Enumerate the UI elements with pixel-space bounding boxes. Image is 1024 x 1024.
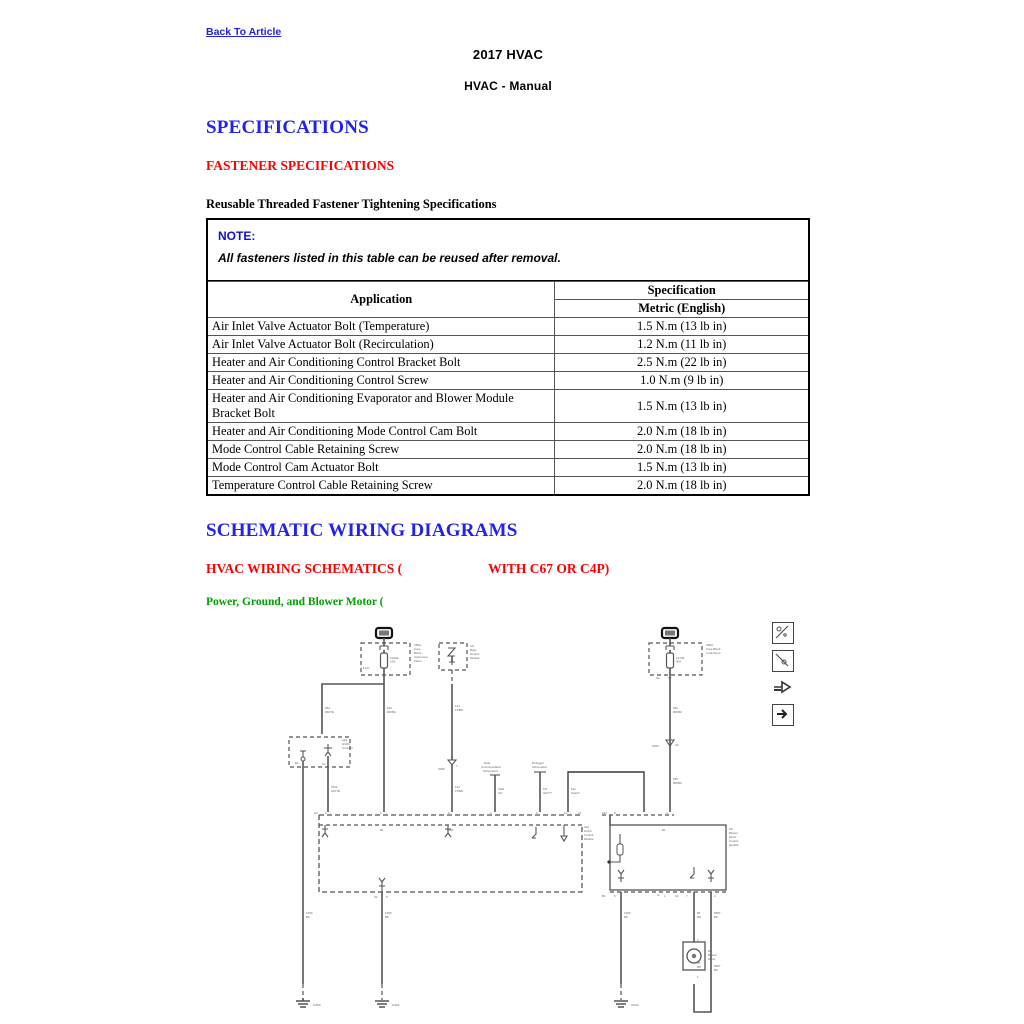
diagram-nav-buttons (772, 622, 798, 732)
svg-text:6: 6 (386, 895, 388, 899)
svg-text:Fuse Block -: Fuse Block - (706, 647, 723, 651)
cell-application: Mode Control Cable Retaining Screw (207, 441, 555, 459)
svg-text:1450: 1450 (624, 911, 631, 915)
svg-text:Underhood: Underhood (706, 651, 721, 655)
svg-text:1: 1 (380, 811, 382, 815)
table-header-row-1 (207, 282, 809, 300)
data-communication-schematics-ref (481, 761, 505, 812)
svg-text:S7: S7 (668, 676, 672, 680)
svg-text:2: 2 (697, 938, 699, 942)
svg-text:RD/BU: RD/BU (673, 781, 682, 785)
svg-text:S200: S200 (438, 767, 445, 771)
svg-text:Blower: Blower (729, 831, 738, 835)
svg-text:Control: Control (584, 833, 594, 837)
svg-text:Blower: Blower (708, 953, 717, 957)
svg-text:S2: S2 (656, 676, 660, 680)
svg-text:F3 UB: F3 UB (676, 656, 685, 660)
svg-text:7: 7 (686, 894, 688, 898)
cell-value: 1.5 N.m (13 lb in) (555, 459, 809, 477)
svg-text:1450: 1450 (306, 911, 313, 915)
svg-text:Module: Module (584, 837, 594, 841)
blower-motor-control-module (602, 811, 739, 898)
svg-text:4: 4 (666, 811, 668, 815)
table-row (207, 477, 809, 496)
svg-text:Schematics: Schematics (532, 765, 547, 769)
svg-text:G-: G- (657, 893, 661, 897)
wire-942-rdye (322, 684, 384, 734)
svg-text:F12Y: F12Y (363, 666, 370, 670)
svg-text:6: 6 (448, 811, 450, 815)
svg-text:1250: 1250 (385, 911, 392, 915)
svg-text:BK: BK (714, 915, 718, 919)
cell-value: 1.0 N.m (9 lb in) (555, 372, 809, 390)
svg-text:Fan: Fan (571, 787, 576, 791)
table-row (207, 354, 809, 372)
hvac-schematics-text-a: HVAC WIRING SCHEMATICS ( (206, 561, 403, 576)
hvac-controls-block (289, 737, 353, 984)
svg-text:540: 540 (673, 706, 678, 710)
svg-text:BK: BK (624, 915, 628, 919)
svg-text:10A: 10A (390, 659, 396, 664)
page-title: 2017 HVAC (472, 47, 544, 62)
svg-text:LT/BN: LT/BN (455, 708, 463, 712)
svg-text:HVAC: HVAC (584, 829, 592, 833)
svg-text:K8: K8 (729, 827, 733, 831)
svg-text:545: 545 (673, 777, 678, 781)
cell-application: Heater and Air Conditioning Control Screw (207, 372, 555, 390)
ground-g303 (296, 911, 321, 1007)
svg-text:Body: Body (470, 648, 477, 652)
svg-text:5: 5 (536, 811, 538, 815)
group-heading-power-ground-blower-motor: Power, Ground, and Blower Motor ( (206, 596, 384, 608)
page-subtitle: HVAC - Manual (464, 79, 552, 93)
svg-text:GN: GN (498, 791, 503, 795)
svg-text:Communication: Communication (481, 765, 502, 769)
header-metric-english: Metric (English) (555, 300, 809, 318)
note-label: NOTE: (218, 229, 256, 243)
svg-text:Defogger: Defogger (532, 761, 544, 765)
svg-text:1: 1 (664, 894, 666, 898)
svg-text:A22: A22 (584, 825, 590, 829)
fuse-block-underhood (649, 628, 722, 812)
svg-text:2: 2 (490, 811, 492, 815)
svg-text:K12: K12 (602, 811, 608, 815)
connector-pin-glyphs (322, 825, 567, 841)
svg-text:141: 141 (455, 704, 460, 708)
table-row (207, 459, 809, 477)
svg-text:KO: KO (543, 787, 548, 791)
svg-text:RD/BU: RD/BU (387, 710, 396, 714)
body-control-module (438, 643, 480, 812)
note-box (206, 218, 810, 281)
subsection-heading-hvac-wiring-schematics (206, 561, 810, 577)
svg-text:c4: c4 (578, 811, 582, 815)
cell-application: Heater and Air Conditioning Evaporator and Blower Module Bracket Bolt (207, 390, 555, 423)
svg-text:40A: 40A (676, 659, 682, 664)
svg-text:1: 1 (697, 975, 699, 979)
cell-value: 2.0 N.m (18 lb in) (555, 441, 809, 459)
svg-text:Instrument: Instrument (414, 655, 428, 659)
svg-text:H2: H2 (314, 811, 318, 815)
svg-text:2: 2 (714, 894, 716, 898)
cell-application: Heater and Air Conditioning Mode Control Cam Bolt (207, 423, 555, 441)
svg-text:RD: RD (697, 915, 702, 919)
svg-text:RD: RD (697, 965, 702, 969)
cell-value: 1.2 N.m (11 lb in) (555, 336, 809, 354)
svg-text:BK: BK (306, 915, 310, 919)
blower-motor-wires (621, 892, 721, 1012)
table-row (207, 318, 809, 336)
table-row (207, 390, 809, 423)
note-text: All fasteners listed in this table can be reused after removal. (218, 251, 561, 265)
svg-text:K2: K2 (675, 894, 679, 898)
svg-text:Data: Data (484, 761, 491, 765)
svg-text:G303: G303 (313, 1003, 321, 1007)
section-heading-specifications: SPECIFICATIONS (206, 117, 369, 138)
svg-text:LT/BN: LT/BN (455, 789, 463, 793)
svg-text:HVAC: HVAC (342, 742, 350, 746)
svg-text:141: 141 (455, 785, 460, 789)
svg-text:B1: B1 (380, 828, 384, 832)
svg-text:Valid: Valid (498, 787, 505, 791)
fastener-spec-table (206, 281, 810, 496)
cell-application: Heater and Air Conditioning Control Bracket Bolt (207, 354, 555, 372)
document-content (206, 22, 810, 609)
fan-switch-wire (568, 772, 644, 812)
hvac-control-module-connector (314, 811, 594, 984)
svg-text:5: 5 (614, 811, 616, 815)
table-row (207, 441, 809, 459)
pan-hand-icon[interactable] (772, 678, 792, 698)
svg-text:Module: Module (729, 843, 739, 847)
svg-text:K9: K9 (470, 644, 474, 648)
svg-text:X50A: X50A (414, 643, 422, 647)
zoom-out-icon[interactable] (772, 650, 794, 672)
next-arrow-icon[interactable] (772, 704, 794, 726)
table-caption: Reusable Threaded Fastener Tightening Specifications (206, 197, 497, 211)
wiring-diagram (262, 612, 822, 1024)
fuse-block-instrument-panel (361, 628, 428, 684)
svg-text:5687: 5687 (714, 964, 721, 968)
svg-text:1b: 1b (564, 811, 568, 815)
svg-text:Controls: Controls (342, 746, 353, 750)
ground-g204 (614, 984, 639, 1007)
table-row (207, 372, 809, 390)
wire-640-rdbu (384, 684, 396, 812)
cell-application: Air Inlet Valve Actuator Bolt (Recirculation) (207, 336, 555, 354)
svg-text:S4: S4 (675, 743, 679, 747)
svg-text:Fuse: Fuse (414, 647, 421, 651)
cell-value: 1.5 N.m (13 lb in) (555, 318, 809, 336)
svg-text:C1: C1 (322, 762, 326, 766)
svg-text:G204: G204 (631, 1003, 639, 1007)
svg-text:B1: B1 (662, 828, 666, 832)
svg-text:S250: S250 (652, 744, 659, 748)
cell-value: 2.0 N.m (18 lb in) (555, 477, 809, 496)
svg-text:s280: s280 (447, 828, 454, 832)
svg-text:G301: G301 (392, 1003, 400, 1007)
svg-text:7531: 7531 (331, 785, 338, 789)
header-specification: Specification (555, 282, 809, 300)
header-application: Application (207, 282, 555, 318)
svg-text:Motor: Motor (708, 957, 716, 961)
svg-text:942: 942 (325, 706, 330, 710)
hvac-schematics-text-b: WITH C67 OR C4P) (488, 561, 610, 576)
svg-text:S2: S2 (374, 895, 378, 899)
section-heading-schematic-wiring-diagrams: SCHEMATIC WIRING DIAGRAMS (206, 520, 518, 541)
svg-text:BK: BK (714, 968, 718, 972)
svg-text:Schematics: Schematics (483, 769, 498, 773)
cell-value: 2.5 N.m (22 lb in) (555, 354, 809, 372)
cell-value: 1.5 N.m (13 lb in) (555, 390, 809, 423)
svg-text:B1: B1 (602, 894, 606, 898)
svg-text:M6: M6 (708, 949, 713, 953)
svg-text:4: 4 (325, 811, 327, 815)
defogger-schematics-ref (532, 761, 552, 812)
svg-text:B1: B1 (295, 761, 299, 765)
svg-text:Panel: Panel (414, 659, 422, 663)
svg-text:BK: BK (385, 915, 389, 919)
svg-text:65: 65 (697, 961, 701, 965)
svg-text:X50A: X50A (706, 643, 714, 647)
cell-application: Temperature Control Cable Retaining Screw (207, 477, 555, 496)
svg-text:7: 7 (456, 764, 458, 768)
svg-text:RD/YE: RD/YE (325, 710, 334, 714)
svg-text:640: 640 (387, 706, 392, 710)
ground-g301 (375, 911, 400, 1007)
spec-table-wrapper (206, 218, 810, 496)
svg-text:Switch: Switch (571, 791, 580, 795)
svg-text:Control: Control (470, 652, 480, 656)
table-row (207, 423, 809, 441)
svg-text:Module: Module (470, 656, 480, 660)
cell-application: Mode Control Cam Actuator Bolt (207, 459, 555, 477)
svg-text:Block -: Block - (414, 651, 423, 655)
svg-text:Motor: Motor (729, 835, 737, 839)
svg-text:Control: Control (729, 839, 739, 843)
svg-text:5: 5 (614, 894, 616, 898)
table-row (207, 336, 809, 354)
zoom-in-icon[interactable] (772, 622, 794, 644)
back-to-article-link[interactable]: Back To Article (206, 26, 282, 38)
svg-text:GN/YE: GN/YE (331, 789, 340, 793)
svg-text:RD/BU: RD/BU (673, 710, 682, 714)
svg-text:A26: A26 (342, 738, 348, 742)
cell-application: Air Inlet Valve Actuator Bolt (Temperature) (207, 318, 555, 336)
svg-text:65: 65 (697, 911, 701, 915)
svg-text:GN/YT: GN/YT (543, 791, 552, 795)
svg-text:F120A: F120A (390, 656, 399, 660)
cell-value: 2.0 N.m (18 lb in) (555, 423, 809, 441)
subsection-heading-fastener-specifications: FASTENER SPECIFICATIONS (206, 158, 395, 173)
svg-text:5687: 5687 (714, 911, 721, 915)
